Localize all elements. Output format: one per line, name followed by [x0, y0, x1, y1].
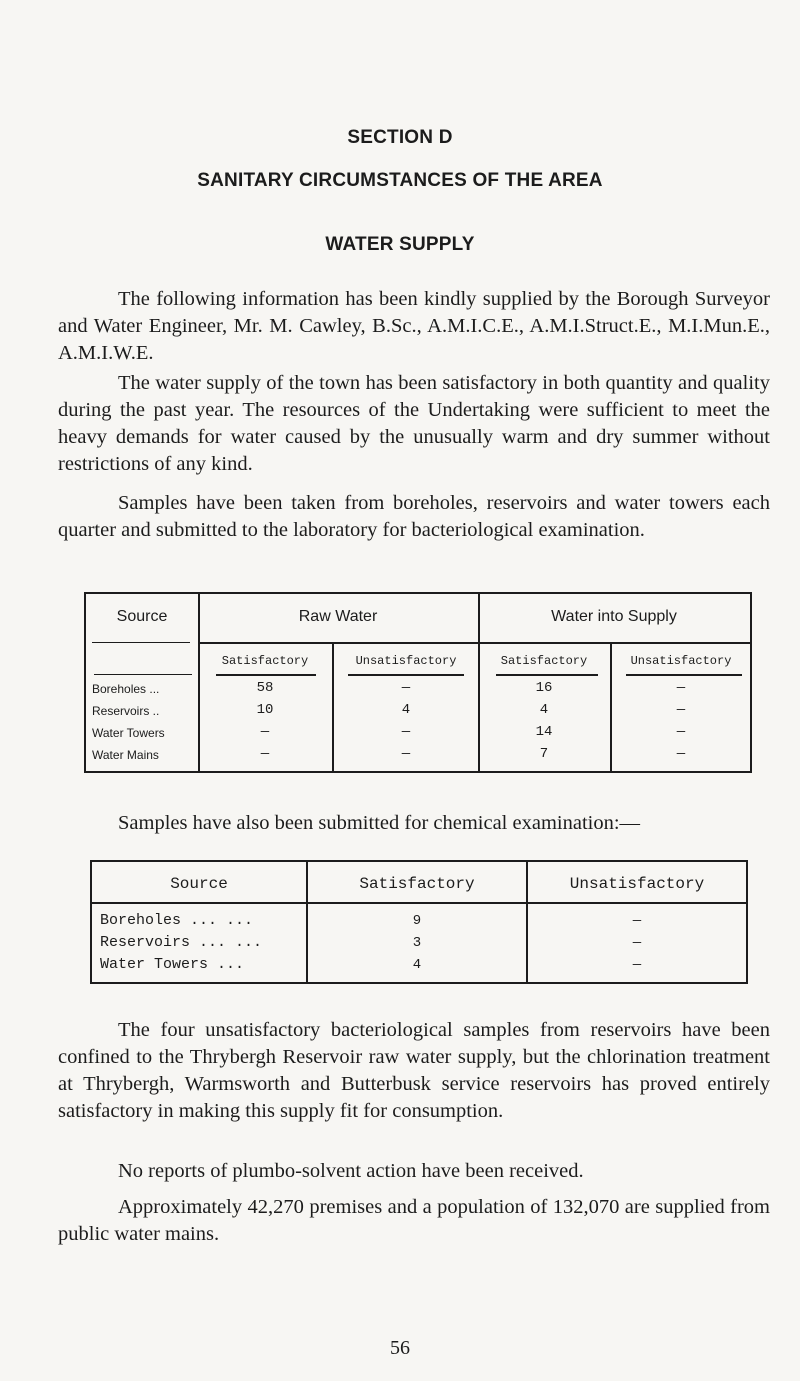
table-cell: — — [676, 746, 686, 762]
subheader-raw-unsatisfactory: Unsatisfactory — [355, 654, 457, 668]
table-cell: — — [260, 746, 270, 762]
table-cell: — — [676, 724, 686, 740]
table-cell: 7 — [539, 746, 549, 762]
table-cell: — — [676, 680, 686, 696]
subheader-raw-satisfactory: Satisfactory — [221, 654, 309, 668]
table-cell: 14 — [535, 724, 553, 740]
header-unsatisfactory: Unsatisfactory — [569, 875, 705, 893]
header-water-into-supply: Water into Supply — [551, 608, 677, 625]
table-cell: — — [632, 935, 642, 951]
header-raw-water: Raw Water — [298, 608, 378, 625]
paragraph-engineer-credit: The following information has been kindly supplied by the Borough Surveyor and Water Engineer, Mr. M. Cawley, B.Sc., A.M.I.C.E., A.M.I.Struct.E., M.I.Mun.E., A.M.I.W.E. — [58, 288, 770, 364]
paragraph-chemical-intro: Samples have also been submitted for chemical examination:— — [118, 812, 641, 834]
bacteriological-table — [84, 592, 752, 773]
section-subtitle: SANITARY CIRCUMSTANCES OF THE AREA — [197, 170, 603, 191]
paragraph-sampling: Samples have been taken from boreholes, reservoirs and water towers each quarter and submitted to the laboratory for bacteriological examination. — [58, 492, 770, 541]
paragraph-unsatisfactory-samples: The four unsatisfactory bacteriological samples from reservoirs have been confined to the Thrybergh Reservoir raw water supply, but the chlorination treatment at Thrybergh, Warmsworth and Butterbusk service reservoirs has proved entirely satisfactory in making this supply fit for consumption. — [58, 1019, 770, 1122]
table-cell: 4 — [412, 957, 422, 973]
table-cell: 58 — [256, 680, 274, 696]
header-source: Source — [170, 875, 228, 893]
row-label-water-mains: Water Mains — [92, 748, 159, 762]
row-label-water-towers: Water Towers — [92, 726, 165, 740]
row-label-boreholes: Boreholes ... — [92, 682, 160, 696]
paragraph-supply-quality: The water supply of the town has been satisfactory in both quantity and quality during the past year. The resources of the Undertaking were sufficient to meet the heavy demands for water caused by the unusually warm and dry summer without restrictions of any kind. — [58, 372, 770, 475]
page-number: 56 — [390, 1337, 410, 1359]
table-cell: 16 — [535, 680, 553, 696]
row-label-reservoirs: Reservoirs ... ... — [100, 934, 263, 951]
table-cell: 4 — [401, 702, 411, 718]
subheader-supply-unsatisfactory: Unsatisfactory — [630, 654, 732, 668]
header-satisfactory: Satisfactory — [359, 875, 475, 893]
table-cell: — — [632, 913, 642, 929]
subheader-supply-satisfactory: Satisfactory — [500, 654, 588, 668]
water-supply-heading: WATER SUPPLY — [325, 234, 475, 255]
row-label-boreholes: Boreholes ... ... — [100, 912, 254, 929]
table-cell: — — [632, 957, 642, 973]
paragraph-plumbo-solvent: No reports of plumbo-solvent action have been received. — [118, 1160, 584, 1182]
header-source: Source — [116, 608, 168, 625]
table-cell: — — [260, 724, 270, 740]
table-cell: 9 — [412, 913, 422, 929]
row-label-reservoirs: Reservoirs .. — [92, 704, 160, 718]
chemical-table — [90, 860, 748, 984]
table-cell: — — [401, 724, 411, 740]
table-cell: — — [676, 702, 686, 718]
section-title: SECTION D — [347, 127, 453, 148]
row-label-water-towers: Water Towers ... — [100, 956, 245, 973]
paragraph-premises-population: Approximately 42,270 premises and a population of 132,070 are supplied from public water mains. — [58, 1196, 770, 1245]
table-cell: 3 — [412, 935, 422, 951]
table-cell: 4 — [539, 702, 549, 718]
table-cell: 10 — [256, 702, 274, 718]
table-cell: — — [401, 746, 411, 762]
table-cell: — — [401, 680, 411, 696]
